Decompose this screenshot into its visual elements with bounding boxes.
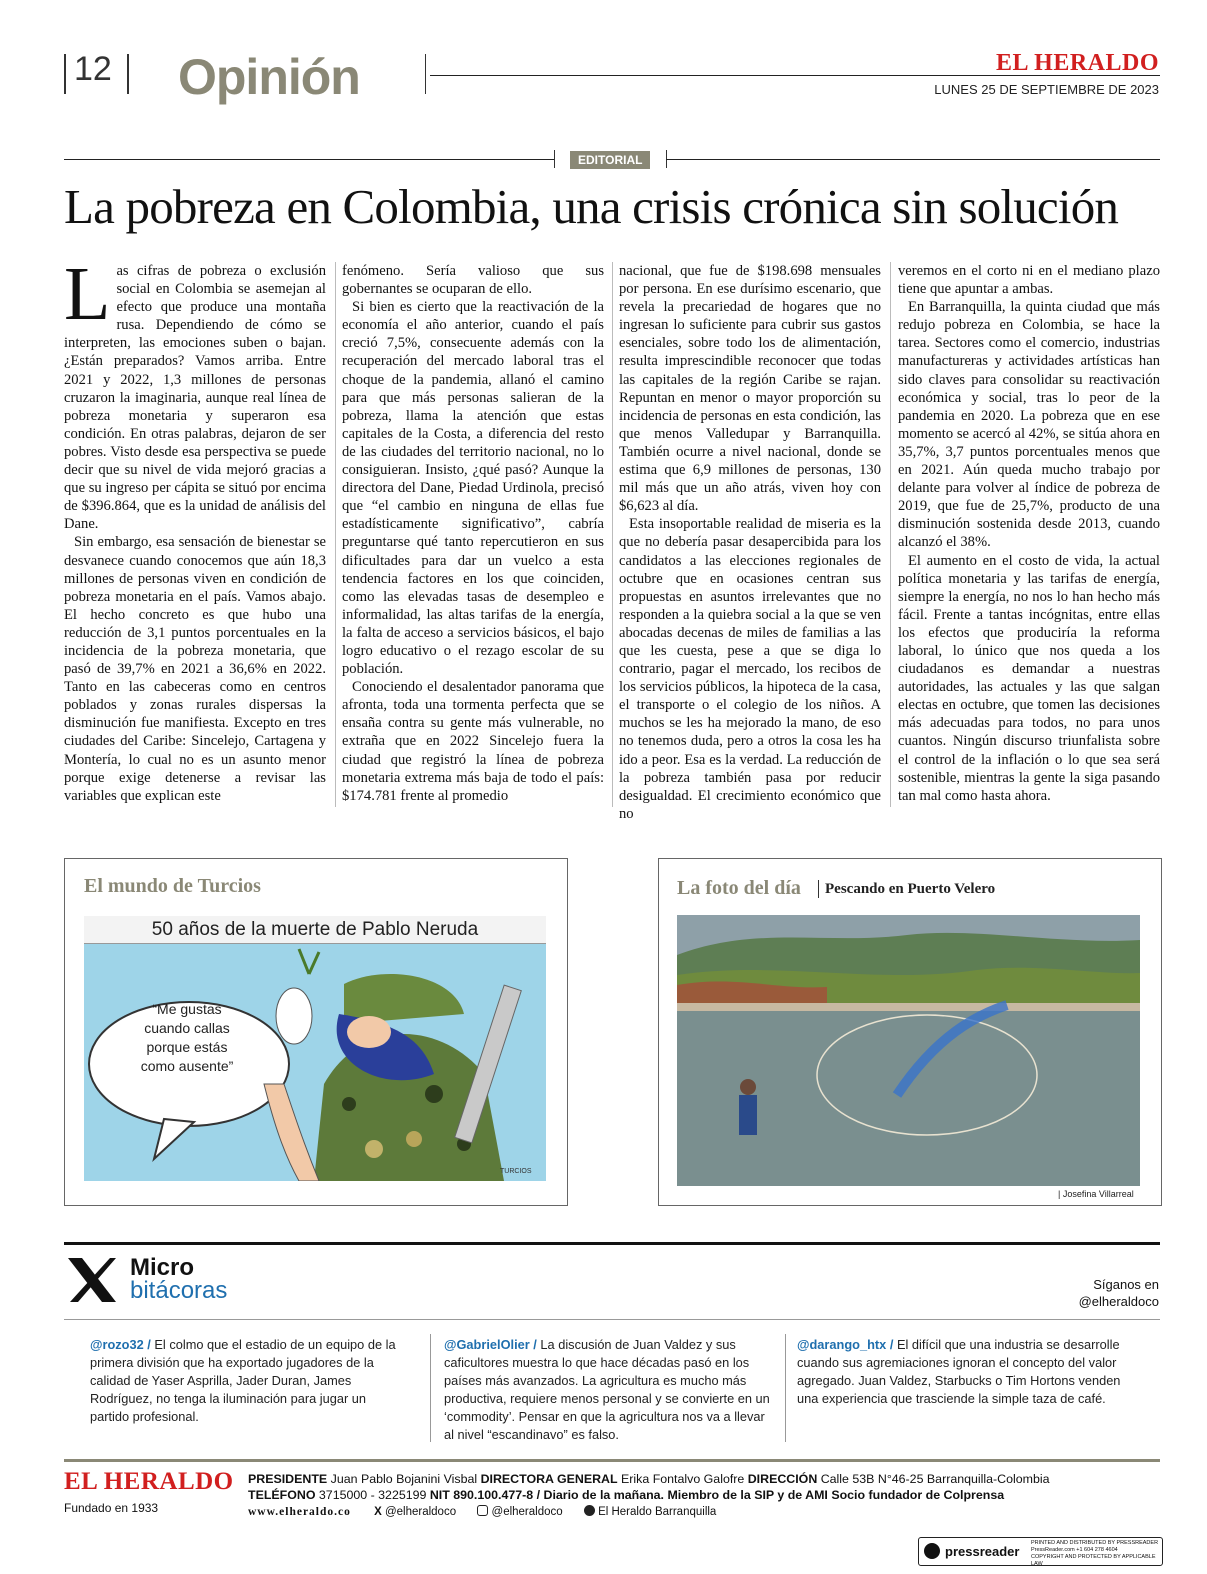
speech-line: como ausente” bbox=[140, 1058, 234, 1074]
notice-line: COPYRIGHT AND PROTECTED BY APPLICABLE LAW bbox=[1031, 1554, 1156, 1567]
cartoon-box-title: El mundo de Turcios bbox=[84, 875, 261, 897]
tweet-handle[interactable]: @darango_htx / bbox=[797, 1337, 894, 1352]
footer-rule bbox=[64, 1459, 1160, 1462]
pressreader-badge[interactable] bbox=[918, 1537, 1163, 1566]
pressreader-icon bbox=[924, 1543, 940, 1559]
micro-top-rule bbox=[64, 1242, 1160, 1245]
footer-staff-line bbox=[248, 1472, 1050, 1486]
paragraph: Sin embargo, esa sensación de bienestar se desvanece cuando conocemos que aún 18,3 millones de personas viven en condición de pobreza monetaria en el país. Vamos abajo. El hecho concreto es que hubo una reducción de 3,1 puntos porcentuales en la incidencia de la pobreza monetaria, que pasó de 39,7% en 2021 a 36,6% en 2022. Tanto en las cabeceras como en centros poblados y zonas rurales dispersas la disminución fue manifiesta. Excepto en tres ciudades del Caribe: Sincelejo, Cartagena y Montería, lo cual no es un asunto menor porque exige detenerse a revisar las variables que explican este bbox=[64, 534, 326, 804]
tweet-text: El colmo que el estadio de un equipo de la primera división que ha exportado jugadores de la calidad de Yaser Asprilla, Jader Duran, James Rodríguez, no tenga la iluminación para jugar un partido profesional. bbox=[90, 1337, 396, 1424]
photo-of-the-day[interactable] bbox=[677, 915, 1140, 1186]
paragraph: veremos en el corto ni en el mediano plazo tiene que apuntar a ambas. bbox=[898, 263, 1160, 298]
pressreader-label: pressreader bbox=[945, 1544, 1020, 1559]
fishing-photo bbox=[677, 915, 1140, 1186]
x-handle[interactable]: @elheraldoco bbox=[384, 1506, 457, 1518]
paragraph: fenómeno. Sería valioso que sus gobernantes se ocuparan de ello. bbox=[342, 263, 604, 298]
editorial-column-3 bbox=[619, 262, 881, 823]
speech-line: “Me gustas bbox=[152, 1001, 222, 1017]
value: Erika Fontalvo Galofre bbox=[617, 1472, 748, 1486]
speech-line: cuando callas bbox=[144, 1020, 230, 1036]
tweet-text: El difícil que una industria se desarrolle cuando sus agremiaciones ignoran el concepto del valor agregado. Juan Valdez, Starbucks o Tim Hortons venden una experiencia que trasciende la simple taza de café. bbox=[797, 1337, 1121, 1406]
instagram-handle[interactable]: @elheraldoco bbox=[491, 1506, 563, 1518]
tweet-card bbox=[90, 1336, 400, 1426]
photo-box-title: La foto del día bbox=[677, 877, 801, 899]
label: PRESIDENTE bbox=[248, 1472, 328, 1486]
value: Juan Pablo Bojanini Visbal bbox=[327, 1472, 481, 1486]
editorial-rule-left bbox=[64, 159, 554, 160]
notice-line: PressReader.com +1 604 278 4604 bbox=[1031, 1547, 1118, 1553]
value: NIT 890.100.477-8 / Diario de la mañana. Miembro de la SIP y de AMI Socio fundador de Colprensa bbox=[429, 1488, 1005, 1502]
paragraph: Conociendo el desalentador panorama que afronta, toda una tormenta perfecta que se ensaña contra su gente más vulnerable, no extraña que en 2022 Sincelejo fuera la ciudad que registró la línea de pobreza monetaria extrema más baja de todo el país: $174.781 frente al promedio bbox=[342, 679, 604, 804]
page-number-rule bbox=[64, 54, 66, 94]
footer-contact-line bbox=[248, 1488, 1004, 1502]
column-divider bbox=[335, 262, 336, 807]
photo-credit: | Josefina Villarreal bbox=[1058, 1189, 1134, 1199]
follow-handle[interactable]: @elheraldoco bbox=[1078, 1294, 1159, 1309]
footer-logo[interactable]: EL HERALDO bbox=[64, 1468, 234, 1495]
cartoon-signature: TURCIOS bbox=[500, 1168, 532, 1175]
photo-subtitle: Pescando en Puerto Velero bbox=[825, 881, 996, 897]
x-icon: X bbox=[374, 1506, 382, 1518]
paragraph: Si bien es cierto que la reactivación de la economía el año anterior, cuando el país creció 7,5%, consecuente además con la recuperación del mercado laboral tras el choque de la pandemia, allanó el camino para que más personas salieran de la pobreza, llama la atención que estas capitales de la Costa, a diferencia del resto de las ciudades del territorio nacional, no lo consiguieran. Insisto, ¿qué pasó? Aunque la directora del Dane, Piedad Urdinola, precisó que “el cambio en ninguna de ellas fue estadísticamente significativo”, cabría preguntarse qué tanto repercutieron en sus dificultades para dar un vuelco a esta tendencia factores en los que coinciden, como las elevadas tasas de desempleo e informalidad, las altas tarifas de la energía, la falta de acceso a servicios básicos, el bajo logro educativo o el rezago escolar de su población. bbox=[342, 299, 604, 678]
micro-mid-rule bbox=[64, 1319, 1160, 1320]
page-number: 12 bbox=[74, 50, 112, 88]
editorial-column-4 bbox=[898, 262, 1160, 805]
facebook-icon bbox=[584, 1505, 595, 1516]
section-end-rule bbox=[425, 54, 426, 94]
founded-line: Fundado en 1933 bbox=[64, 1501, 159, 1515]
editorial-headline: La pobreza en Colombia, una crisis crónica sin solución bbox=[64, 179, 1119, 234]
micro-title-line1: Micro bbox=[130, 1254, 195, 1281]
instagram-icon bbox=[477, 1505, 488, 1516]
tweet-text: La discusión de Juan Valdez y sus caficultores muestra lo que hace décadas pasó en los países más avanzados. La agricultura es mucho más productiva, requiere menos personal y se convierte en un ‘commodity’. Pensar en que la agricultura nos va a llevar al nivel “escandinavo” es falso. bbox=[444, 1337, 770, 1442]
tweet-handle[interactable]: @GabrielOlier / bbox=[444, 1337, 537, 1352]
editorial-tick-left bbox=[554, 150, 555, 168]
website-link[interactable]: www.elheraldo.co bbox=[248, 1506, 351, 1518]
paragraph: nacional, que fue de $198.698 mensuales por persona. En ese durísimo escenario, que revela la precariedad de hogares que no ingresan lo suficiente para cubrir sus gastos esenciales, sobre todo los de alimentación, resulta imprescindible reconocer que todas las capitales de la región Caribe se rajan. Repuntan en menor o mayor proporción su incidencia de personas en esta condición, las que menos Valledupar y Barranquilla. También ocurre a nivel nacional, donde se estima que 6,9 millones de personas, 130 mil más que un año atrás, viven hoy con $6,623 al día. bbox=[619, 263, 881, 515]
paragraph: as cifras de pobreza o exclusión social en Colombia se asemejan al efecto que produce una montaña rusa. Dependiendo de cómo se interpreten, las emociones suben o bajan. ¿Están preparados? Vamos arriba. Entre 2021 y 2022, 1,3 millones de personas cruzaron la imaginaria, aunque real línea de pobreza monetaria y superaron esa condición. En otras palabras, dejaron de ser pobres. Visto desde esa perspectiva se puede decir que su nivel de vida mejoró gracias a que su ingreso per cápita se situó por encima de $396.864, que es la unidad de análisis del Dane. bbox=[64, 263, 326, 533]
label: TELÉFONO bbox=[248, 1488, 316, 1502]
editorial-column-2 bbox=[342, 262, 604, 805]
drop-cap: L bbox=[64, 252, 111, 336]
editorial-badge: EDITORIAL bbox=[570, 151, 650, 169]
value: Calle 53B N°46-25 Barranquilla-Colombia bbox=[817, 1472, 1050, 1486]
pressreader-notice bbox=[1031, 1540, 1162, 1568]
facebook-handle[interactable]: El Heraldo Barranquilla bbox=[598, 1506, 717, 1518]
follow-label: Síganos en bbox=[1093, 1277, 1159, 1292]
section-rule bbox=[127, 54, 129, 94]
tweet-divider bbox=[430, 1334, 431, 1442]
paragraph: Esta insoportable realidad de miseria es la que no debería pasar desapercibida para los candidatos a las elecciones regionales de octubre que en ocasiones centran sus propuestas en asuntos irrelevantes que no responden a la quiebra social a la que se ven abocadas decenas de miles de familias a las que les cuesta, pese a que se diga lo contrario, pagar el mercado, los recibos de los servicios públicos, la hipoteca de la casa, el transporte o el colegio de los niños. A muchos se les ha mejorado la mano, de eso no tenemos duda, pero a otros la cosa les ha ido a peor. Esa es la verdad. La reducción de la pobreza también pasa por reducir desigualdad. El crecimiento económico que no bbox=[619, 516, 881, 822]
follow-us bbox=[1079, 1276, 1159, 1310]
masthead-logo[interactable]: EL HERALDO bbox=[995, 50, 1159, 76]
tweet-card bbox=[444, 1336, 774, 1444]
tweet-card bbox=[797, 1336, 1142, 1408]
x-logo-icon bbox=[64, 1256, 120, 1304]
section-title: Opinión bbox=[178, 49, 360, 105]
footer-social-line bbox=[248, 1505, 716, 1518]
editorial-column-1 bbox=[64, 252, 326, 805]
notice-line: PRINTED AND DISTRIBUTED BY PRESSREADER bbox=[1031, 1540, 1159, 1546]
speech-line: porque estás bbox=[146, 1039, 228, 1055]
paragraph: En Barranquilla, la quinta ciudad que más redujo pobreza en Colombia, se hace la tarea. Sectores como el comercio, industrias manufactureras y actividades artísticas han sido claves para consolidar su reactivación económica y social, tras lo peor de la pandemia en 2020. La pobreza que en ese momento se acercó al 42%, se sitúa ahora en 35,7%, 3,7 puntos porcentuales menos que en 2021. Aún queda mucho trabajo por delante para volver al índice de pobreza de 2019, que fue de 25,7%, producto de una disminución sostenida desde 2013, cuando alcanzó el 38%. bbox=[898, 299, 1160, 551]
tweet-handle[interactable]: @rozo32 / bbox=[90, 1337, 151, 1352]
label: DIRECTORA GENERAL bbox=[480, 1472, 618, 1486]
issue-date: LUNES 25 DE SEPTIEMBRE DE 2023 bbox=[934, 82, 1159, 97]
editorial-rule-right bbox=[666, 159, 1160, 160]
value: 3715000 - 3225199 bbox=[315, 1488, 430, 1502]
column-divider bbox=[890, 262, 891, 807]
column-divider bbox=[612, 262, 613, 807]
label: DIRECCIÓN bbox=[747, 1472, 818, 1486]
micro-title-line2: bitácoras bbox=[130, 1277, 228, 1304]
cartoon-illustration[interactable] bbox=[84, 916, 546, 1181]
paragraph: El aumento en el costo de vida, la actual política monetaria y las tarifas de energía, siempre la energía, no nos lo han hecho más fácil. Frente a tantas incógnitas, entre ellas los efectos que produciría la reforma laboral, lo único que nos queda a los ciudadanos es demandar a nuestras autoridades, las actuales y las que salgan electas en octubre, que tomen las decisiones más adecuadas para todos, no para unos cuantos. Ningún discurso triunfalista sobre el control de la inflación o lo que sea será sostenible, mientras la gente la siga pasando tan mal como hasta ahora. bbox=[898, 552, 1160, 804]
photo-title-divider bbox=[818, 880, 819, 898]
cartoon-header: 50 años de la muerte de Pablo Neruda bbox=[84, 916, 546, 944]
micro-title bbox=[130, 1256, 227, 1302]
tweet-divider bbox=[785, 1334, 786, 1442]
cartoon-speech-bubble bbox=[102, 1000, 272, 1076]
